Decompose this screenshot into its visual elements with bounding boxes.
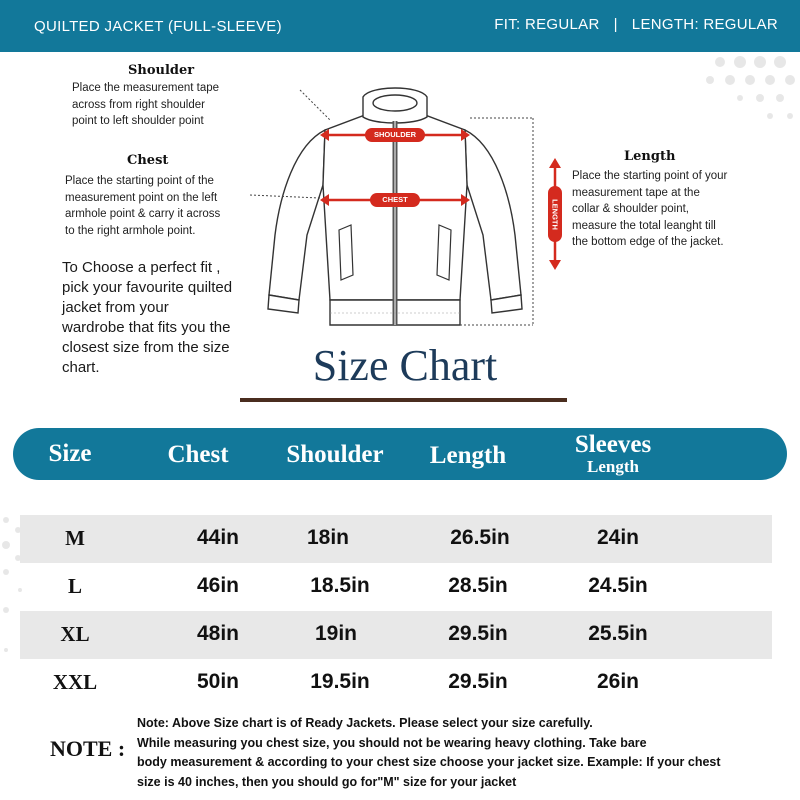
cell-length: 26.5in — [450, 526, 510, 549]
title-underline — [240, 398, 567, 402]
length-line: the bottom edge of the jacket. — [572, 236, 724, 248]
cell-length: 29.5in — [448, 622, 508, 645]
chest-heading: Chest — [127, 153, 169, 168]
cell-shoulder: 19.5in — [310, 670, 370, 693]
cell-shoulder: 19in — [314, 622, 358, 645]
note-line: While measuring you chest size, you should not be wearing heavy clothing. Take bare — [137, 735, 647, 750]
length-line: measurement tape at the — [572, 186, 700, 199]
shoulder-heading: Shoulder — [128, 63, 195, 78]
chest-tag: CHEST — [382, 195, 408, 204]
table-header — [13, 428, 787, 480]
length-tag: LENGTH — [550, 199, 560, 230]
length-line: collar & shoulder point, — [572, 203, 689, 215]
header-shoulder: Shoulder — [286, 441, 384, 468]
cell-shoulder: 18.5in — [310, 574, 370, 597]
table-row — [20, 515, 772, 563]
cell-size: XL — [60, 622, 90, 646]
length-line: measure the total leanght till — [572, 219, 716, 232]
cell-chest: 44in — [196, 526, 240, 549]
note-line: body measurement & according to your chest size choose your jacket size. Example: If your chest — [137, 755, 721, 769]
fit-tip-line: wardrobe that fits you the — [62, 319, 231, 336]
chest-line: Place the starting point of the — [65, 175, 214, 187]
cell-chest: 46in — [196, 574, 240, 597]
length-heading: Length — [624, 149, 676, 164]
fit-tip-line: pick your favourite quilted — [62, 279, 233, 296]
length-label: LENGTH: REGULAR — [631, 16, 778, 33]
note-line: size is 40 inches, then you should go for"M" size for your jacket — [137, 774, 517, 789]
leader-lines — [0, 0, 800, 340]
header-sleeves: Sleeves — [574, 431, 652, 458]
header-chest: Chest — [167, 441, 229, 468]
shoulder-tag: SHOULDER — [373, 130, 417, 139]
cell-shoulder: 18in — [306, 526, 350, 549]
fit-tip-line: To Choose a perfect fit , — [62, 259, 221, 276]
table-row — [20, 563, 772, 611]
chest-line: armhole point & carry it across — [65, 208, 221, 220]
cell-sleeves: 24.5in — [588, 574, 648, 597]
note-line: Note: Above Size chart is of Ready Jackets. Please select your size carefully. — [137, 716, 593, 730]
header-sleeves-sub: Length — [587, 457, 639, 476]
shoulder-line: across from right shoulder — [72, 98, 205, 111]
cell-size: XXL — [52, 670, 98, 694]
length-line: Place the starting point of your — [572, 170, 728, 182]
note-label: NOTE : — [50, 736, 126, 761]
cell-chest: 50in — [196, 670, 240, 693]
table-row — [20, 659, 772, 707]
cell-size: M — [65, 526, 85, 550]
fit-tip-line: closest size from the size — [62, 339, 230, 356]
product-title: QUILTED JACKET (FULL-SLEEVE) — [34, 18, 282, 35]
header-length: Length — [429, 442, 507, 469]
shoulder-line: point to left shoulder point — [72, 115, 204, 127]
cell-sleeves: 25.5in — [588, 622, 648, 645]
chart-title: Size Chart — [312, 341, 498, 390]
fit-tip-line: jacket from your — [62, 299, 169, 316]
cell-chest: 48in — [196, 622, 240, 645]
fit-label: FIT: REGULAR — [494, 16, 600, 33]
shoulder-line: Place the measurement tape — [72, 82, 220, 94]
table-row — [20, 611, 772, 659]
cell-length: 28.5in — [448, 574, 508, 597]
header-size: Size — [48, 440, 92, 467]
fit-tip-line: chart. — [62, 359, 100, 376]
separator: | — [613, 16, 618, 33]
note-text — [137, 714, 787, 792]
chest-line: to the right armhole point. — [65, 224, 196, 237]
cell-length: 29.5in — [448, 670, 508, 693]
cell-sleeves: 24in — [596, 526, 640, 549]
cell-sleeves: 26in — [596, 670, 640, 693]
chest-line: measurement point on the left — [65, 191, 218, 204]
cell-size: L — [67, 574, 82, 598]
